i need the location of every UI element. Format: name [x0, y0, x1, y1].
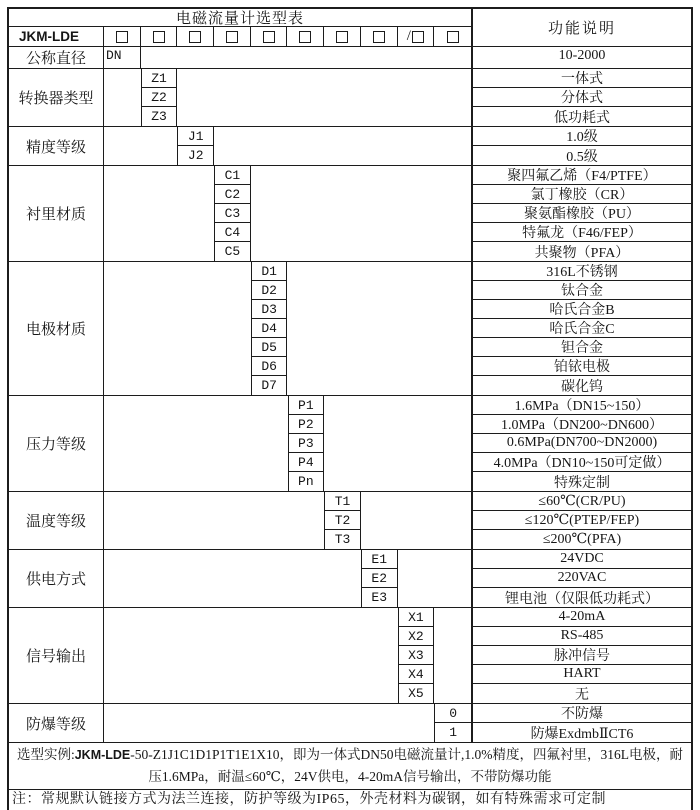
electrode-material-code-column: [251, 262, 288, 395]
electrode-material-left-span: [104, 262, 251, 395]
model-code-cell-7: [324, 27, 361, 46]
pressure-rating-code-P1: P1: [289, 396, 324, 415]
pressure-rating-code-P3: P3: [289, 434, 324, 453]
converter-type-right-span: [177, 69, 471, 126]
converter-type-category-label: 转换器类型: [9, 69, 104, 126]
electrode-material-category-label: 电极材质: [9, 262, 104, 395]
lining-material-code-C2: C2: [215, 185, 250, 204]
temperature-rating-left-span: [104, 492, 324, 549]
signal-output-function-column: [471, 608, 691, 703]
converter-type-desc-2: 分体式: [473, 88, 691, 107]
nominal-diameter-category-label: 公称直径: [9, 47, 104, 68]
function-header-cell: [471, 9, 691, 46]
power-supply-desc-1: 24VDC: [473, 550, 691, 569]
temperature-rating-function-column: [471, 492, 691, 549]
explosion-proof-rating-code-column: [434, 704, 471, 742]
power-supply-code-E3: E3: [371, 590, 388, 605]
accuracy-grade-desc-2: 0.5级: [566, 149, 598, 165]
example-row: [9, 743, 691, 790]
explosion-proof-rating-category-label: 防爆等级: [9, 704, 104, 742]
accuracy-grade-category-label: 精度等级: [9, 127, 104, 165]
signal-output-desc-3: 脉冲信号: [473, 646, 691, 665]
temperature-rating-code-column: [324, 492, 361, 549]
converter-type-desc-3: 低功耗式: [553, 110, 610, 126]
signal-output-code-X2: X2: [399, 627, 434, 646]
model-code-cell-9: [398, 27, 435, 46]
electrode-material-code-D2: D2: [252, 281, 287, 300]
lining-material-desc-4: 特氟龙（F46/FEP）: [473, 223, 691, 242]
temperature-rating-desc-3: ≤200℃(PFA): [542, 532, 622, 547]
converter-type-function-column: [471, 69, 691, 126]
signal-output-desc-2: RS-485: [473, 627, 691, 646]
table-title-cell: [9, 9, 471, 27]
model-checkbox-7[interactable]: [336, 31, 348, 43]
electrode-material-code-D6: D6: [252, 357, 287, 376]
lining-material-code-C3: C3: [215, 204, 250, 223]
model-code-cell-2: [141, 27, 178, 46]
electrode-material-right-span: [287, 262, 471, 395]
electrode-material-desc-2: 钛合金: [473, 281, 691, 300]
note-text: 注：常规默认链接方式为法兰连接，防护等级为IP65，外壳材料为碳钢，如有特殊需求可定制: [12, 792, 606, 807]
power-supply-category-label: 供电方式: [9, 550, 104, 607]
explosion-proof-rating-desc-2: 防爆ExdmbⅡCT6: [530, 726, 634, 742]
pressure-rating-function-column: [471, 396, 691, 491]
accuracy-grade-code-J1: J1: [178, 127, 213, 146]
accuracy-grade-right-span: [214, 127, 471, 165]
electrode-material-section: [9, 262, 691, 396]
power-supply-code-column: [361, 550, 398, 607]
signal-output-desc-5: 无: [574, 687, 589, 703]
temperature-rating-right-span: [361, 492, 471, 549]
electrode-material-desc-3: 哈氏合金B: [473, 300, 691, 319]
model-checkbox-8[interactable]: [373, 31, 385, 43]
model-code-row: [9, 27, 471, 46]
nominal-diameter-right-span: [141, 47, 471, 68]
nominal-diameter-section: [9, 47, 691, 69]
signal-output-desc-1: 4-20mA: [473, 608, 691, 627]
signal-output-desc-4: HART: [473, 665, 691, 684]
power-supply-right-span: [398, 550, 471, 607]
lining-material-section: [9, 166, 691, 262]
power-supply-desc-3: 锂电池（仅限低功耗式）: [504, 591, 659, 607]
lining-material-code-C5: C5: [224, 244, 241, 259]
example-text: -50-Z1J1C1D1P1T1E1X10，即为一体式DN50电磁流量计,1.0%精度，四氟衬里，316L电极，耐压1.6MPa，耐温≤60℃，24V供电，4-20mA信号输出，不带防爆功能: [130, 747, 684, 784]
electrode-material-code-D1: D1: [252, 262, 287, 281]
pressure-rating-section: [9, 396, 691, 492]
lining-material-code-column: [214, 166, 251, 261]
header-left-section: [9, 9, 471, 46]
signal-output-right-span: [434, 608, 471, 703]
electrode-material-desc-5: 钽合金: [473, 338, 691, 357]
electrode-material-desc-7: 碳化钨: [560, 379, 603, 395]
model-prefix-label: JKM-LDE: [19, 29, 79, 44]
electrode-material-function-column: [471, 262, 691, 395]
electrode-material-desc-4: 哈氏合金C: [473, 319, 691, 338]
temperature-rating-category-label: 温度等级: [9, 492, 104, 549]
explosion-proof-rating-section: [9, 704, 691, 743]
model-checkbox-strip: [104, 27, 471, 46]
signal-output-left-span: [104, 608, 398, 703]
temperature-rating-code-T3: T3: [334, 532, 351, 547]
slash-separator: /: [406, 28, 411, 44]
model-checkbox-6[interactable]: [299, 31, 311, 43]
model-checkbox-1[interactable]: [116, 31, 128, 43]
lining-material-desc-1: 聚四氟乙烯（F4/PTFE）: [473, 166, 691, 185]
pressure-rating-code-column: [288, 396, 325, 491]
converter-type-code-Z3: Z3: [151, 109, 167, 124]
explosion-proof-rating-function-column: [471, 704, 691, 742]
lining-material-right-span: [251, 166, 471, 261]
pressure-rating-desc-2: 1.0MPa（DN200~DN600）: [473, 415, 691, 434]
lining-material-desc-2: 氯丁橡胶（CR）: [473, 185, 691, 204]
model-code-cell-1: [104, 27, 141, 46]
pressure-rating-desc-4: 4.0MPa（DN10~150可定做）: [473, 453, 691, 472]
pressure-rating-code-P2: P2: [289, 415, 324, 434]
signal-output-code-X4: X4: [399, 665, 434, 684]
nominal-diameter-function-column: [471, 47, 691, 68]
note-row: [9, 790, 691, 810]
model-checkbox-2[interactable]: [153, 31, 165, 43]
converter-type-code-Z2: Z2: [142, 88, 177, 107]
power-supply-code-E2: E2: [362, 569, 397, 588]
accuracy-grade-section: [9, 127, 691, 166]
electrode-material-code-D3: D3: [252, 300, 287, 319]
pressure-rating-category-label: 压力等级: [9, 396, 104, 491]
pressure-rating-left-span: [104, 396, 288, 491]
electrode-material-desc-6: 铂铱电极: [473, 357, 691, 376]
lining-material-category-label: 衬里材质: [9, 166, 104, 261]
signal-output-section: [9, 608, 691, 704]
pressure-rating-right-span: [324, 396, 471, 491]
signal-output-code-X1: X1: [399, 608, 434, 627]
signal-output-code-X3: X3: [399, 646, 434, 665]
converter-type-section: [9, 69, 691, 127]
power-supply-left-span: [104, 550, 361, 607]
model-checkbox-3[interactable]: [189, 31, 201, 43]
explosion-proof-rating-desc-1: 不防爆: [473, 704, 691, 723]
nominal-diameter-desc-1: 10-2000: [558, 47, 606, 63]
accuracy-grade-code-J2: J2: [187, 148, 204, 163]
model-code-cell-8: [361, 27, 398, 46]
temperature-rating-code-T2: T2: [325, 511, 360, 530]
temperature-rating-section: [9, 492, 691, 550]
electrode-material-code-D7: D7: [261, 378, 277, 393]
example-model: JKM-LDE: [74, 748, 131, 762]
accuracy-grade-desc-1: 1.0级: [473, 127, 691, 146]
model-code-cell-6: [287, 27, 324, 46]
temperature-rating-desc-2: ≤120℃(PTEP/FEP): [473, 511, 691, 530]
example-prefix: 选型实例:: [16, 747, 75, 762]
table-title: 电磁流量计选型表: [175, 11, 304, 27]
lining-material-code-C4: C4: [215, 223, 250, 242]
accuracy-grade-left-span: [104, 127, 177, 165]
pressure-rating-desc-3: 0.6MPa(DN700~DN2000): [473, 434, 691, 453]
converter-type-code-column: [141, 69, 178, 126]
electrode-material-code-D5: D5: [252, 338, 287, 357]
model-checkbox-9[interactable]: [412, 31, 424, 43]
electrode-material-desc-1: 316L不锈钢: [473, 262, 691, 281]
table-header: [9, 9, 691, 47]
nominal-diameter-code-DN: DN: [106, 48, 122, 63]
explosion-proof-rating-code-0: 0: [435, 704, 471, 723]
option-groups: [9, 69, 691, 743]
model-checkbox-10[interactable]: [447, 31, 459, 43]
signal-output-code-column: [398, 608, 435, 703]
accuracy-grade-code-column: [177, 127, 214, 165]
model-code-cell-10: [434, 27, 471, 46]
lining-material-code-C1: C1: [215, 166, 250, 185]
temperature-rating-code-T1: T1: [325, 492, 360, 511]
temperature-rating-desc-1: ≤60℃(CR/PU): [473, 492, 691, 511]
converter-type-desc-1: 一体式: [473, 69, 691, 88]
power-supply-desc-2: 220VAC: [473, 569, 691, 588]
nominal-diameter-code-column: [104, 47, 141, 68]
lining-material-desc-3: 聚氨酯橡胶（PU）: [473, 204, 691, 223]
model-prefix-cell: [9, 27, 104, 46]
signal-output-category-label: 信号输出: [9, 608, 104, 703]
explosion-proof-rating-left-span: [104, 704, 434, 742]
model-checkbox-4[interactable]: [226, 31, 238, 43]
converter-type-code-Z1: Z1: [142, 69, 177, 88]
model-code-cell-3: [177, 27, 214, 46]
model-checkbox-5[interactable]: [263, 31, 275, 43]
model-code-cell-5: [251, 27, 288, 46]
accuracy-grade-function-column: [471, 127, 691, 165]
power-supply-function-column: [471, 550, 691, 607]
explosion-proof-rating-code-1: 1: [449, 725, 458, 740]
electrode-material-code-D4: D4: [252, 319, 287, 338]
function-header: 功能说明: [547, 21, 616, 37]
pressure-rating-code-Pn: Pn: [298, 474, 314, 489]
selection-table: [7, 7, 693, 810]
pressure-rating-code-P4: P4: [289, 453, 324, 472]
pressure-rating-desc-5: 特殊定制: [553, 475, 610, 491]
signal-output-code-X5: X5: [408, 686, 424, 701]
lining-material-left-span: [104, 166, 214, 261]
pressure-rating-desc-1: 1.6MPa（DN15~150）: [473, 396, 691, 415]
nominal-diameter-band: [9, 47, 691, 69]
lining-material-function-column: [471, 166, 691, 261]
converter-type-left-span: [104, 69, 141, 126]
power-supply-code-E1: E1: [362, 550, 397, 569]
model-code-cell-4: [214, 27, 251, 46]
lining-material-desc-5: 共聚物（PFA）: [534, 245, 630, 261]
power-supply-section: [9, 550, 691, 608]
